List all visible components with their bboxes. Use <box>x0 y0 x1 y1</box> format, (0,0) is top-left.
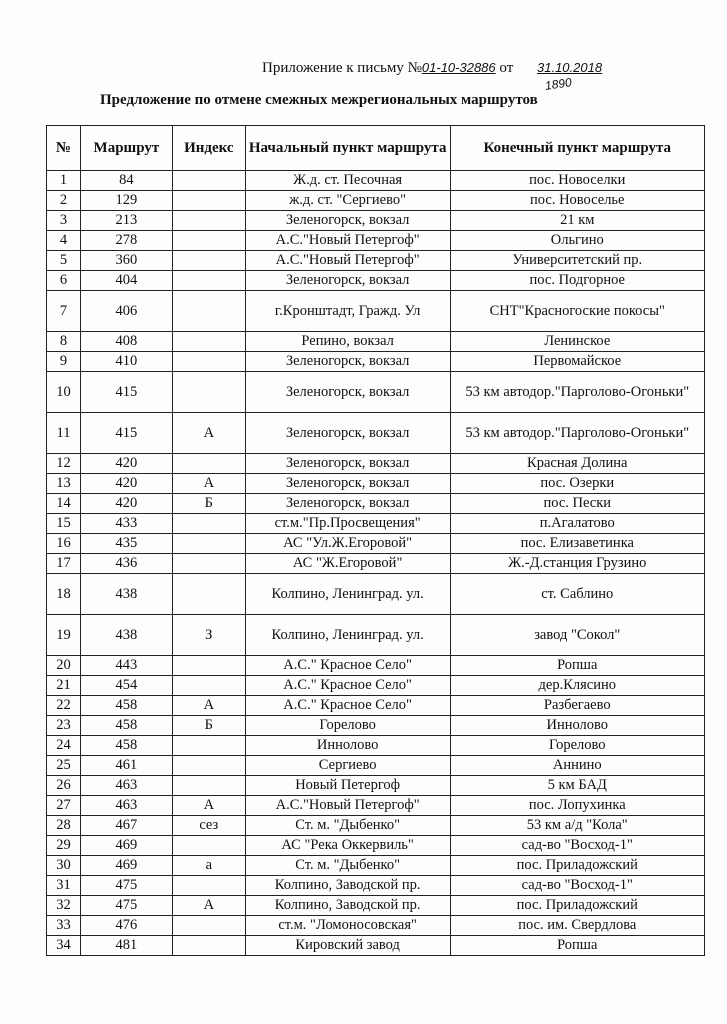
col-start-cell: ж.д. ст. "Сергиево" <box>245 191 450 211</box>
table-row <box>47 291 705 332</box>
col-start-cell: Ж.д. ст. Песочная <box>245 171 450 191</box>
col-start-cell: Горелово <box>245 716 450 736</box>
col-index-cell <box>172 876 245 896</box>
col-route-cell: 438 <box>80 615 172 656</box>
col-end-cell: Ропша <box>450 936 704 956</box>
col-route-cell: 404 <box>80 271 172 291</box>
col-start-cell: Колпино, Заводской пр. <box>245 876 450 896</box>
col-index-cell <box>172 936 245 956</box>
col-index-cell: Б <box>172 494 245 514</box>
col-index-cell <box>172 332 245 352</box>
col-end-cell: пос. Лопухинка <box>450 796 704 816</box>
col-index-cell <box>172 191 245 211</box>
col-number-cell: 6 <box>47 271 81 291</box>
col-route-cell: 461 <box>80 756 172 776</box>
col-start-cell: Зеленогорск, вокзал <box>245 352 450 372</box>
col-index-cell <box>172 251 245 271</box>
col-index-cell: З <box>172 615 245 656</box>
col-route-cell: 410 <box>80 352 172 372</box>
col-index-cell <box>172 534 245 554</box>
table-row <box>47 211 705 231</box>
table-row <box>47 656 705 676</box>
col-number-cell: 34 <box>47 936 81 956</box>
col-end-cell: 21 км <box>450 211 704 231</box>
col-number-cell: 3 <box>47 211 81 231</box>
col-index-cell <box>172 836 245 856</box>
col-route-cell: 415 <box>80 413 172 454</box>
col-number-cell: 23 <box>47 716 81 736</box>
table-row <box>47 696 705 716</box>
col-route-cell: 84 <box>80 171 172 191</box>
col-index-cell: А <box>172 413 245 454</box>
handwritten-number: 1890 <box>544 75 573 93</box>
col-index-cell <box>172 211 245 231</box>
table-row <box>47 936 705 956</box>
col-start-cell: Колпино, Ленинград. ул. <box>245 615 450 656</box>
letter-date: 31.10.2018 <box>537 60 603 75</box>
table-row <box>47 554 705 574</box>
table-row <box>47 856 705 876</box>
col-number-cell: 11 <box>47 413 81 454</box>
table-row <box>47 474 705 494</box>
col-end-cell: сад-во "Восход-1" <box>450 876 704 896</box>
routes-table <box>46 125 705 956</box>
table-row <box>47 896 705 916</box>
col-number-cell: 22 <box>47 696 81 716</box>
col-route-cell: 458 <box>80 736 172 756</box>
table-row <box>47 876 705 896</box>
col-end-cell: пос. Елизаветинка <box>450 534 704 554</box>
col-route-cell: 420 <box>80 494 172 514</box>
col-number-cell: 26 <box>47 776 81 796</box>
col-end-header: Конечный пункт маршрута <box>450 126 704 171</box>
col-route-cell: 420 <box>80 454 172 474</box>
table-row <box>47 171 705 191</box>
col-index-cell: А <box>172 696 245 716</box>
col-number-cell: 15 <box>47 514 81 534</box>
col-route-cell: 406 <box>80 291 172 332</box>
col-end-cell: Ропша <box>450 656 704 676</box>
col-number-cell: 28 <box>47 816 81 836</box>
col-number-cell: 18 <box>47 574 81 615</box>
col-index-cell: Б <box>172 716 245 736</box>
page-title: Предложение по отмене смежных межрегиональных маршрутов <box>100 92 538 108</box>
table-row <box>47 716 705 736</box>
table-row <box>47 836 705 856</box>
col-number-cell: 31 <box>47 876 81 896</box>
col-end-cell: пос. Приладожский <box>450 856 704 876</box>
col-start-header: Начальный пункт маршрута <box>245 126 450 171</box>
appendix-line <box>262 60 602 77</box>
col-route-cell: 435 <box>80 534 172 554</box>
table-row <box>47 494 705 514</box>
col-index-cell <box>172 656 245 676</box>
col-end-cell: Горелово <box>450 736 704 756</box>
col-start-cell: Иннолово <box>245 736 450 756</box>
table-row <box>47 352 705 372</box>
col-start-cell: Ст. м. "Дыбенко" <box>245 816 450 836</box>
col-index-cell <box>172 676 245 696</box>
table-row <box>47 372 705 413</box>
col-end-cell: п.Агалатово <box>450 514 704 534</box>
appendix-label: Приложение к письму № <box>262 60 422 76</box>
col-number-cell: 27 <box>47 796 81 816</box>
col-route-cell: 129 <box>80 191 172 211</box>
table-row <box>47 534 705 554</box>
col-number-cell: 8 <box>47 332 81 352</box>
col-index-cell <box>172 736 245 756</box>
col-number-cell: 30 <box>47 856 81 876</box>
table-row <box>47 271 705 291</box>
header-row <box>47 126 705 171</box>
col-route-cell: 463 <box>80 796 172 816</box>
col-end-cell: пос. Пески <box>450 494 704 514</box>
col-route-cell: 415 <box>80 372 172 413</box>
col-number-cell: 2 <box>47 191 81 211</box>
col-index-cell: А <box>172 896 245 916</box>
col-start-cell: А.С."Новый Петергоф" <box>245 231 450 251</box>
col-route-cell: 475 <box>80 876 172 896</box>
col-start-cell: Колпино, Заводской пр. <box>245 896 450 916</box>
col-number-cell: 19 <box>47 615 81 656</box>
col-number-cell: 7 <box>47 291 81 332</box>
col-index-cell <box>172 231 245 251</box>
col-start-cell: Зеленогорск, вокзал <box>245 454 450 474</box>
col-end-cell: Первомайское <box>450 352 704 372</box>
table-row <box>47 796 705 816</box>
col-start-cell: АС "Ж.Егоровой" <box>245 554 450 574</box>
col-start-cell: А.С."Новый Петергоф" <box>245 796 450 816</box>
col-route-cell: 475 <box>80 896 172 916</box>
table-row <box>47 736 705 756</box>
col-end-cell: сад-во "Восход-1" <box>450 836 704 856</box>
col-end-cell: пос. им. Свердлова <box>450 916 704 936</box>
col-route-cell: 467 <box>80 816 172 836</box>
col-end-cell: Иннолово <box>450 716 704 736</box>
table-row <box>47 191 705 211</box>
col-index-cell: А <box>172 796 245 816</box>
col-end-cell: пос. Новоселье <box>450 191 704 211</box>
col-index-header: Индекс <box>172 126 245 171</box>
table-row <box>47 514 705 534</box>
col-end-cell: Ж.-Д.станция Грузино <box>450 554 704 574</box>
table-row <box>47 231 705 251</box>
col-number-cell: 20 <box>47 656 81 676</box>
col-end-cell: 5 км БАД <box>450 776 704 796</box>
col-end-cell: пос. Приладожский <box>450 896 704 916</box>
table-row <box>47 574 705 615</box>
col-end-cell: пос. Озерки <box>450 474 704 494</box>
col-number-cell: 10 <box>47 372 81 413</box>
col-index-cell <box>172 756 245 776</box>
col-number-cell: 32 <box>47 896 81 916</box>
col-start-cell: ст.м. "Ломоносовская" <box>245 916 450 936</box>
col-route-cell: 469 <box>80 856 172 876</box>
col-route-cell: 278 <box>80 231 172 251</box>
col-start-cell: А.С." Красное Село" <box>245 656 450 676</box>
col-index-cell <box>172 291 245 332</box>
col-index-cell <box>172 372 245 413</box>
col-route-cell: 433 <box>80 514 172 534</box>
table-row <box>47 816 705 836</box>
col-start-cell: Кировский завод <box>245 936 450 956</box>
col-index-cell <box>172 574 245 615</box>
col-start-cell: Ст. м. "Дыбенко" <box>245 856 450 876</box>
col-end-cell: пос. Новоселки <box>450 171 704 191</box>
col-end-cell: Ленинское <box>450 332 704 352</box>
col-index-cell <box>172 352 245 372</box>
table-row <box>47 251 705 271</box>
col-number-cell: 29 <box>47 836 81 856</box>
col-index-cell <box>172 916 245 936</box>
col-end-cell: завод "Сокол" <box>450 615 704 656</box>
table-row <box>47 454 705 474</box>
col-route-cell: 420 <box>80 474 172 494</box>
col-end-cell: СНТ"Красногоские покосы" <box>450 291 704 332</box>
col-start-cell: Зеленогорск, вокзал <box>245 211 450 231</box>
col-end-cell: Разбегаево <box>450 696 704 716</box>
col-number-cell: 9 <box>47 352 81 372</box>
col-number-cell: 12 <box>47 454 81 474</box>
col-route-header: Маршрут <box>80 126 172 171</box>
table-row <box>47 413 705 454</box>
col-index-cell: А <box>172 474 245 494</box>
col-start-cell: Зеленогорск, вокзал <box>245 474 450 494</box>
col-number-header: № <box>47 126 81 171</box>
col-end-cell: Ольгино <box>450 231 704 251</box>
col-end-cell: Красная Долина <box>450 454 704 474</box>
col-start-cell: А.С." Красное Село" <box>245 676 450 696</box>
col-index-cell <box>172 776 245 796</box>
col-route-cell: 454 <box>80 676 172 696</box>
col-number-cell: 24 <box>47 736 81 756</box>
col-end-cell: 53 км а/д "Кола" <box>450 816 704 836</box>
col-start-cell: АС "Река Оккервиль" <box>245 836 450 856</box>
col-number-cell: 13 <box>47 474 81 494</box>
col-end-cell: 53 км автодор."Парголово-Огоньки" <box>450 372 704 413</box>
table-row <box>47 676 705 696</box>
col-start-cell: Зеленогорск, вокзал <box>245 372 450 413</box>
col-start-cell: АС "Ул.Ж.Егоровой" <box>245 534 450 554</box>
col-start-cell: Колпино, Ленинград. ул. <box>245 574 450 615</box>
col-index-cell <box>172 554 245 574</box>
col-start-cell: Зеленогорск, вокзал <box>245 413 450 454</box>
col-start-cell: Зеленогорск, вокзал <box>245 271 450 291</box>
col-index-cell <box>172 271 245 291</box>
col-start-cell: Зеленогорск, вокзал <box>245 494 450 514</box>
col-route-cell: 469 <box>80 836 172 856</box>
table-row <box>47 916 705 936</box>
col-end-cell: пос. Подгорное <box>450 271 704 291</box>
col-end-cell: 53 км автодор."Парголово-Огоньки" <box>450 413 704 454</box>
col-number-cell: 5 <box>47 251 81 271</box>
table-row <box>47 776 705 796</box>
col-index-cell <box>172 171 245 191</box>
col-end-cell: дер.Клясино <box>450 676 704 696</box>
col-start-cell: Сергиево <box>245 756 450 776</box>
table-row <box>47 756 705 776</box>
col-route-cell: 458 <box>80 716 172 736</box>
col-start-cell: г.Кронштадт, Гражд. Ул <box>245 291 450 332</box>
col-number-cell: 1 <box>47 171 81 191</box>
col-number-cell: 25 <box>47 756 81 776</box>
col-route-cell: 360 <box>80 251 172 271</box>
col-route-cell: 481 <box>80 936 172 956</box>
col-start-cell: ст.м."Пр.Просвещения" <box>245 514 450 534</box>
col-start-cell: А.С." Красное Село" <box>245 696 450 716</box>
col-end-cell: ст. Саблино <box>450 574 704 615</box>
col-number-cell: 14 <box>47 494 81 514</box>
col-index-cell <box>172 514 245 534</box>
col-end-cell: Аннино <box>450 756 704 776</box>
table-row <box>47 615 705 656</box>
col-number-cell: 16 <box>47 534 81 554</box>
col-start-cell: Репино, вокзал <box>245 332 450 352</box>
col-route-cell: 476 <box>80 916 172 936</box>
table-row <box>47 332 705 352</box>
col-route-cell: 436 <box>80 554 172 574</box>
col-number-cell: 4 <box>47 231 81 251</box>
col-route-cell: 463 <box>80 776 172 796</box>
col-index-cell: а <box>172 856 245 876</box>
col-number-cell: 21 <box>47 676 81 696</box>
col-index-cell <box>172 454 245 474</box>
col-route-cell: 213 <box>80 211 172 231</box>
col-start-cell: А.С."Новый Петергоф" <box>245 251 450 271</box>
col-route-cell: 438 <box>80 574 172 615</box>
col-route-cell: 458 <box>80 696 172 716</box>
col-route-cell: 443 <box>80 656 172 676</box>
col-index-cell: сез <box>172 816 245 836</box>
letter-number: 01-10-32886 <box>421 60 496 75</box>
from-label: от <box>499 60 514 76</box>
col-end-cell: Университетский пр. <box>450 251 704 271</box>
col-number-cell: 33 <box>47 916 81 936</box>
col-start-cell: Новый Петергоф <box>245 776 450 796</box>
col-route-cell: 408 <box>80 332 172 352</box>
col-number-cell: 17 <box>47 554 81 574</box>
